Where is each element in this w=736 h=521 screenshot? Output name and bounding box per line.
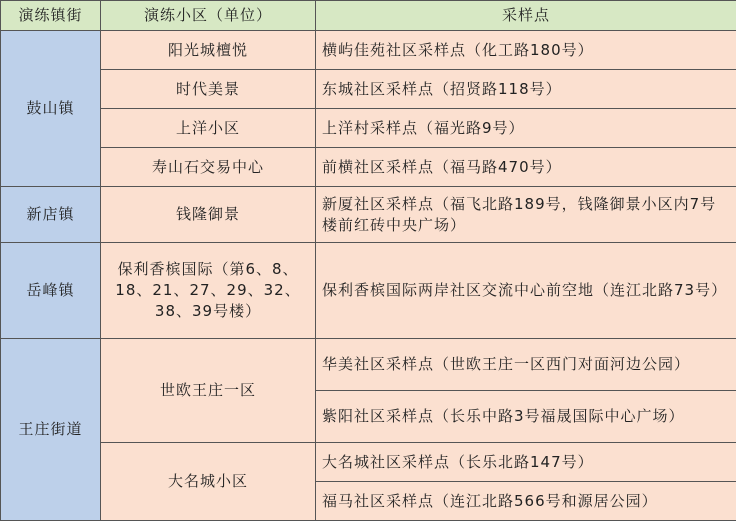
site-cell: 大名城社区采样点（长乐北路147号） — [316, 443, 736, 482]
town-cell: 岳峰镇 — [1, 243, 101, 339]
site-cell: 新厦社区采样点（福飞北路189号，钱隆御景小区内7号楼前红砖中央广场） — [316, 187, 736, 243]
header-town: 演练镇街 — [1, 1, 101, 31]
town-cell: 王庄街道 — [1, 339, 101, 521]
area-cell: 时代美景 — [101, 70, 316, 109]
area-cell: 保利香槟国际（第6、8、18、21、27、29、32、38、39号楼） — [101, 243, 316, 339]
site-cell: 前横社区采样点（福马路470号） — [316, 148, 736, 187]
area-cell: 大名城小区 — [101, 443, 316, 521]
site-cell: 东城社区采样点（招贤路118号） — [316, 70, 736, 109]
area-cell: 世欧王庄一区 — [101, 339, 316, 443]
site-cell: 华美社区采样点（世欧王庄一区西门对面河边公园） — [316, 339, 736, 391]
table-row — [1, 109, 736, 148]
area-cell: 寿山石交易中心 — [101, 148, 316, 187]
site-cell: 保利香槟国际两岸社区交流中心前空地（连江北路73号） — [316, 243, 736, 339]
table-row — [1, 243, 736, 339]
site-cell: 横屿佳苑社区采样点（化工路180号） — [316, 31, 736, 70]
table-row — [1, 148, 736, 187]
area-cell: 上洋小区 — [101, 109, 316, 148]
area-cell: 阳光城檀悦 — [101, 31, 316, 70]
header-row — [1, 1, 736, 31]
town-cell: 新店镇 — [1, 187, 101, 243]
site-cell: 紫阳社区采样点（长乐中路3号福晟国际中心广场） — [316, 391, 736, 443]
town-cell: 鼓山镇 — [1, 31, 101, 187]
table-row — [1, 339, 736, 391]
table-row — [1, 187, 736, 243]
header-area: 演练小区（单位） — [101, 1, 316, 31]
table-row — [1, 70, 736, 109]
site-cell: 福马社区采样点（连江北路566号和源居公园） — [316, 482, 736, 521]
table-row — [1, 31, 736, 70]
area-cell: 钱隆御景 — [101, 187, 316, 243]
table-row — [1, 443, 736, 482]
header-site: 采样点 — [316, 1, 736, 31]
site-cell: 上洋村采样点（福光路9号） — [316, 109, 736, 148]
